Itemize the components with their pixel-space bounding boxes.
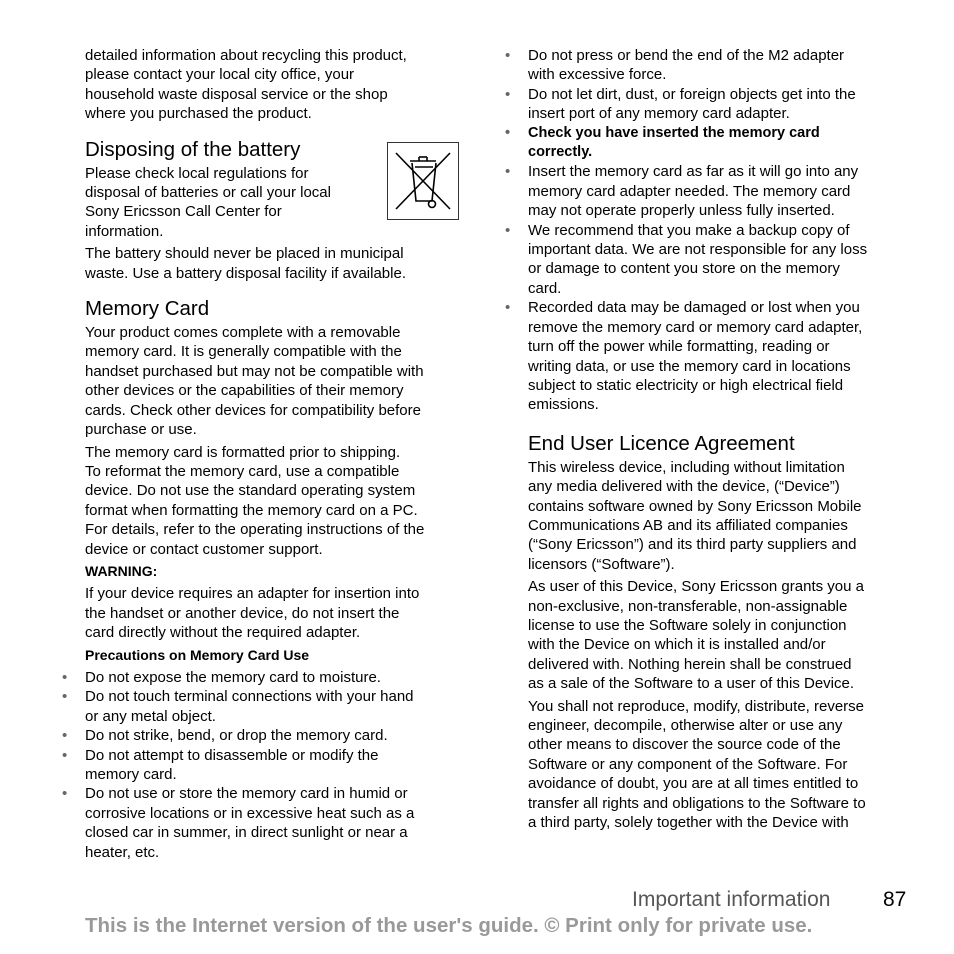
text-line: As user of this Device, Sony Ericsson grants you a bbox=[528, 578, 864, 596]
adapter-bullet-item bbox=[528, 46, 904, 85]
text-line: The battery should never be placed in municipal bbox=[85, 245, 404, 263]
text-line: information. bbox=[85, 222, 164, 240]
text-line: or any metal object. bbox=[85, 707, 216, 725]
text-line: any media delivered with the device, (“Device”) bbox=[528, 478, 840, 496]
text-line: card directly without the required adapter. bbox=[85, 624, 361, 642]
memory-paragraph-1 bbox=[85, 323, 463, 439]
text-line: Software or any component of the Software. For bbox=[528, 755, 848, 773]
text-line: other devices or the capabilities of their memory bbox=[85, 382, 404, 400]
text-line: remove the memory card or memory card adapter, bbox=[528, 318, 863, 336]
text-line: or damage to content you store on the memory bbox=[528, 260, 840, 278]
text-line: Do not use or store the memory card in humid or bbox=[85, 785, 408, 803]
text-line: license to use the Software solely in conjunction bbox=[528, 616, 847, 634]
warning-label: WARNING: bbox=[85, 562, 158, 579]
warning-paragraph bbox=[85, 584, 463, 642]
page-number: 87 bbox=[883, 888, 907, 911]
text-line: device. Do not use the standard operating system bbox=[85, 482, 416, 500]
text-line: Sony Ericsson Call Center for bbox=[85, 203, 282, 221]
left-column bbox=[85, 46, 463, 862]
text-line: To reformat the memory card, use a compatible bbox=[85, 462, 400, 480]
memory-card-heading: Memory Card bbox=[85, 297, 210, 321]
battery-paragraph-2 bbox=[85, 244, 463, 283]
text-line: emissions. bbox=[528, 396, 599, 414]
text-line: insert port of any memory card adapter. bbox=[528, 105, 790, 123]
right-column bbox=[528, 46, 904, 835]
precaution-item bbox=[85, 746, 463, 785]
text-line: disposal of batteries or call your local bbox=[85, 184, 331, 202]
text-line: detailed information about recycling this product, bbox=[85, 47, 407, 64]
text-line: This wireless device, including without limitation bbox=[528, 458, 845, 476]
precaution-item bbox=[85, 687, 463, 726]
text-line: purchase or use. bbox=[85, 421, 197, 439]
eula-paragraph-3 bbox=[528, 697, 904, 833]
crossed-out-wheeled-bin-icon bbox=[387, 142, 459, 220]
text-line: For details, refer to the operating instructions of the bbox=[85, 521, 425, 539]
text-line: Do not press or bend the end of the M2 adapter bbox=[528, 47, 845, 64]
text-line: non-exclusive, non-transferable, non-assignable bbox=[528, 597, 848, 615]
text-line: The memory card is formatted prior to shipping. bbox=[85, 443, 401, 461]
text-line: heater, etc. bbox=[85, 843, 160, 861]
text-line: We recommend that you make a backup copy of bbox=[528, 221, 850, 239]
text-line: Check you have inserted the memory card bbox=[528, 124, 820, 141]
text-line: device or contact customer support. bbox=[85, 540, 323, 558]
text-line: with the Device on which it is installed and/or bbox=[528, 636, 826, 654]
text-line: If your device requires an adapter for insertion into bbox=[85, 585, 420, 603]
battery-paragraph-1 bbox=[85, 164, 375, 242]
adapter-bullet-list bbox=[528, 46, 904, 415]
text-line: where you purchased the product. bbox=[85, 105, 312, 123]
adapter-bullet-item bbox=[528, 85, 904, 124]
text-line: cards. Check other devices for compatibility before bbox=[85, 401, 421, 419]
text-line: (“Sony Ericsson”) and its third party suppliers and bbox=[528, 536, 857, 554]
text-line: format when formatting the memory card on a PC. bbox=[85, 501, 418, 519]
text-line: memory card. It is generally compatible with the bbox=[85, 343, 402, 361]
text-line: engineer, decompile, otherwise alter or use any bbox=[528, 717, 843, 734]
text-line: writing data, or use the memory card in locations bbox=[528, 357, 851, 375]
text-line: You shall not reproduce, modify, distribute, reverse bbox=[528, 697, 865, 715]
text-line: closed car in summer, in direct sunlight or near a bbox=[85, 824, 408, 842]
text-line: subject to static electricity or high electrical field bbox=[528, 376, 844, 394]
text-line: licensors (“Software”). bbox=[528, 555, 675, 573]
text-line: memory card. bbox=[85, 766, 177, 783]
text-line: memory card adapter needed. The memory card bbox=[528, 182, 851, 200]
text-line: turn off the power while formatting, reading or bbox=[528, 338, 830, 356]
text-line: Recorded data may be damaged or lost when you bbox=[528, 299, 860, 317]
text-line: household waste disposal service or the shop bbox=[85, 85, 388, 103]
intro-paragraph bbox=[85, 46, 463, 124]
battery-section bbox=[85, 138, 463, 283]
text-line: delivered with. Nothing herein shall be construed bbox=[528, 655, 852, 673]
text-line: may not operate properly unless fully inserted. bbox=[528, 202, 835, 220]
battery-heading: Disposing of the battery bbox=[85, 137, 301, 161]
text-line: correctly. bbox=[528, 144, 593, 161]
text-line: Insert the memory card as far as it will go into any bbox=[528, 163, 859, 181]
text-line: transfer all rights and obligations to the Software to bbox=[528, 794, 866, 812]
precaution-item bbox=[85, 726, 463, 745]
text-line: Communications AB and its affiliated companies bbox=[528, 516, 848, 534]
text-line: Please check local regulations for bbox=[85, 164, 309, 182]
adapter-bullet-item bbox=[528, 298, 904, 414]
precaution-item bbox=[85, 668, 463, 687]
text-line: with excessive force. bbox=[528, 66, 667, 84]
memory-card-section bbox=[85, 297, 463, 862]
text-line: Your product comes complete with a removable bbox=[85, 324, 401, 342]
internet-version-notice: This is the Internet version of the user's guide. © Print only for private use. bbox=[85, 914, 813, 937]
text-line: a third party, solely together with the Device with bbox=[528, 814, 849, 832]
text-line: please contact your local city office, your bbox=[85, 66, 355, 84]
eula-paragraph-1 bbox=[528, 458, 904, 574]
precaution-item bbox=[85, 784, 463, 862]
footer-section-title: Important information bbox=[632, 888, 831, 911]
text-line: Do not touch terminal connections with your hand bbox=[85, 688, 414, 706]
text-line: other means to discover the source code of the bbox=[528, 736, 841, 754]
text-line: card. bbox=[528, 279, 562, 297]
text-line: corrosive locations or in excessive heat such as a bbox=[85, 804, 415, 822]
text-line: Do not expose the memory card to moisture. bbox=[85, 668, 381, 686]
text-line: contains software owned by Sony Ericsson Mobile bbox=[528, 497, 862, 515]
text-line: avoidance of doubt, you are at all times entitled to bbox=[528, 775, 859, 793]
text-line: handset purchased but may not be compatible with bbox=[85, 362, 424, 380]
adapter-bullet-item bbox=[528, 221, 904, 299]
precautions-list bbox=[85, 668, 463, 862]
precautions-label: Precautions on Memory Card Use bbox=[85, 646, 310, 663]
eula-section bbox=[528, 432, 904, 833]
adapter-bullet-item bbox=[528, 124, 904, 163]
text-line: the handset or another device, do not insert the bbox=[85, 604, 400, 622]
adapter-bullet-item bbox=[528, 162, 904, 220]
eula-heading: End User Licence Agreement bbox=[528, 431, 795, 455]
text-line: Do not strike, bend, or drop the memory card. bbox=[85, 727, 388, 745]
text-line: as a sale of the Software to a user of this Device. bbox=[528, 675, 855, 693]
eula-paragraph-2 bbox=[528, 577, 904, 693]
text-line: Do not let dirt, dust, or foreign objects get into the bbox=[528, 85, 856, 103]
memory-paragraph-2 bbox=[85, 443, 463, 559]
text-line: Do not attempt to disassemble or modify the bbox=[85, 746, 379, 764]
text-line: important data. We are not responsible for any loss bbox=[528, 241, 868, 259]
text-line: waste. Use a battery disposal facility if available. bbox=[85, 264, 406, 282]
